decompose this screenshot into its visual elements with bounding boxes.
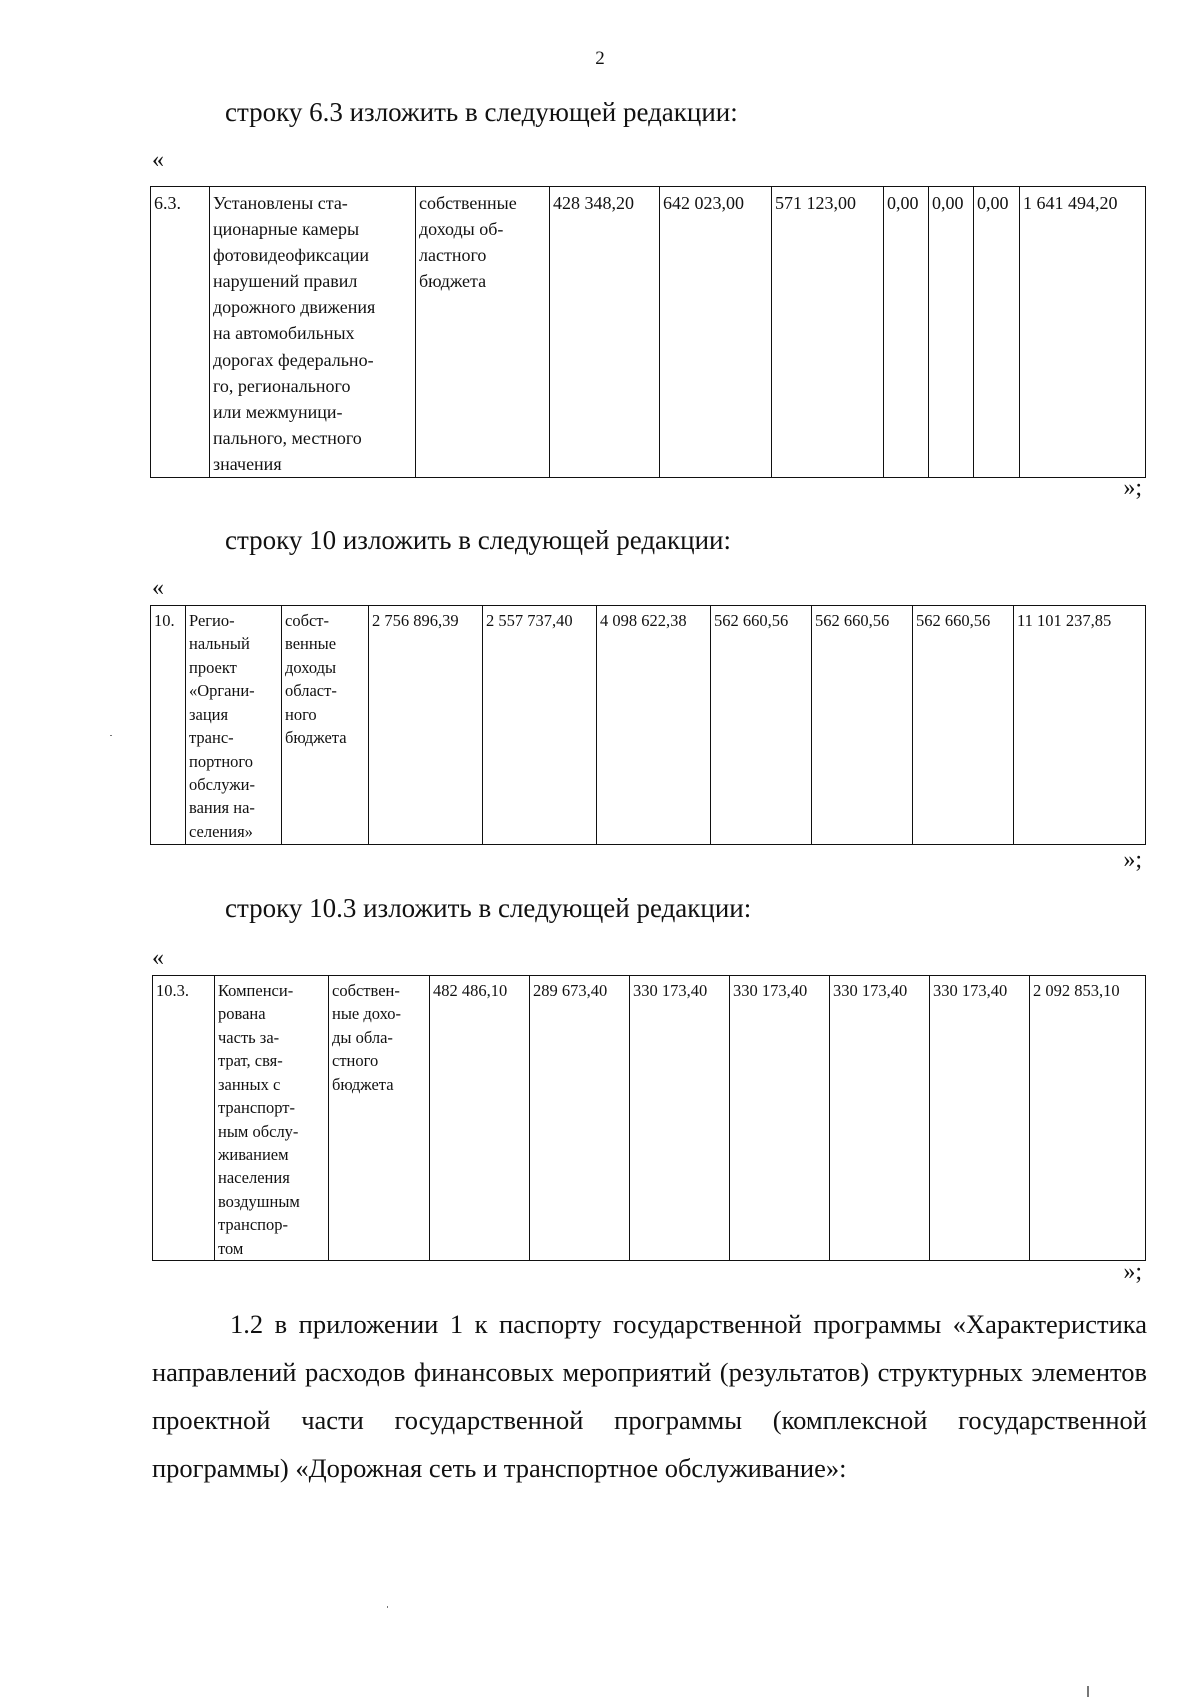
cell-name: Установлены ста- ционарные камеры фотовидеофиксации нарушений правил дорожного движения на автомобильных дорогах федерально- го, регионального или межмуници- пального, местного значения bbox=[210, 187, 416, 478]
open-quote: « bbox=[152, 945, 164, 971]
cell-value: 289 673,40 bbox=[530, 976, 630, 1261]
cell-value: 482 486,10 bbox=[430, 976, 530, 1261]
table-row-6-3 bbox=[150, 186, 1146, 478]
body-paragraph bbox=[152, 1300, 1147, 1492]
cell-total: 1 641 494,20 bbox=[1020, 187, 1146, 478]
cell-number: 10. bbox=[151, 606, 186, 845]
close-quote: »; bbox=[1123, 475, 1142, 501]
open-quote: « bbox=[152, 575, 164, 601]
cell-total: 2 092 853,10 bbox=[1030, 976, 1146, 1261]
table-row-10-3 bbox=[152, 975, 1146, 1261]
cell-value: 330 173,40 bbox=[630, 976, 730, 1261]
cell-value: 562 660,56 bbox=[711, 606, 812, 845]
cell-number: 6.3. bbox=[151, 187, 210, 478]
cell-value: 2 756 896,39 bbox=[369, 606, 483, 845]
section-10-heading: строку 10 изложить в следующей редакции: bbox=[225, 525, 732, 555]
cell-value: 0,00 bbox=[929, 187, 974, 478]
close-quote: »; bbox=[1123, 847, 1142, 873]
close-quote: »; bbox=[1123, 1259, 1142, 1285]
cell-value: 562 660,56 bbox=[812, 606, 913, 845]
cell-value: 428 348,20 bbox=[550, 187, 660, 478]
cell-name: Компенси- рована часть за- трат, свя- занных с транспорт- ным обслу- живанием населения воздушным транспор- том bbox=[215, 976, 329, 1261]
cell-value: 2 557 737,40 bbox=[483, 606, 597, 845]
cell-source: собственные доходы об- ластного бюджета bbox=[416, 187, 550, 478]
cell-name: Регио- нальный проект «Органи- зация транс- портного обслужи- вания на- селения» bbox=[186, 606, 282, 845]
cell-value: 0,00 bbox=[974, 187, 1020, 478]
scan-speck bbox=[387, 1606, 388, 1608]
cell-value: 330 173,40 bbox=[830, 976, 930, 1261]
cell-number: 10.3. bbox=[153, 976, 215, 1261]
paragraph-text: 1.2 в приложении 1 к паспорту государственной программы «Характеристика направлений расходов финансовых мероприятий (результатов) структурных элементов проектной части государственной программы (комплексной государственной программы) «Дорожная сеть и транспортное обслуживание»: bbox=[152, 1309, 1147, 1483]
page-number: 2 bbox=[595, 48, 605, 69]
cell-source: собст- венные доходы област- ного бюджета bbox=[282, 606, 369, 845]
section-10-3-heading: строку 10.3 изложить в следующей редакции: bbox=[225, 893, 752, 923]
cell-value: 562 660,56 bbox=[913, 606, 1014, 845]
section-6-3-heading: строку 6.3 изложить в следующей редакции: bbox=[225, 97, 738, 127]
cell-source: собствен- ные дохо- ды обла- стного бюджета bbox=[329, 976, 430, 1261]
table-row-10 bbox=[150, 605, 1146, 845]
cell-value: 642 023,00 bbox=[660, 187, 772, 478]
scan-speck bbox=[110, 735, 112, 736]
cell-total: 11 101 237,85 bbox=[1014, 606, 1146, 845]
open-quote: « bbox=[152, 147, 164, 173]
cell-value: 571 123,00 bbox=[772, 187, 884, 478]
cell-value: 330 173,40 bbox=[930, 976, 1030, 1261]
scan-speck bbox=[1087, 1686, 1089, 1697]
cell-value: 4 098 622,38 bbox=[597, 606, 711, 845]
cell-value: 0,00 bbox=[884, 187, 929, 478]
cell-value: 330 173,40 bbox=[730, 976, 830, 1261]
